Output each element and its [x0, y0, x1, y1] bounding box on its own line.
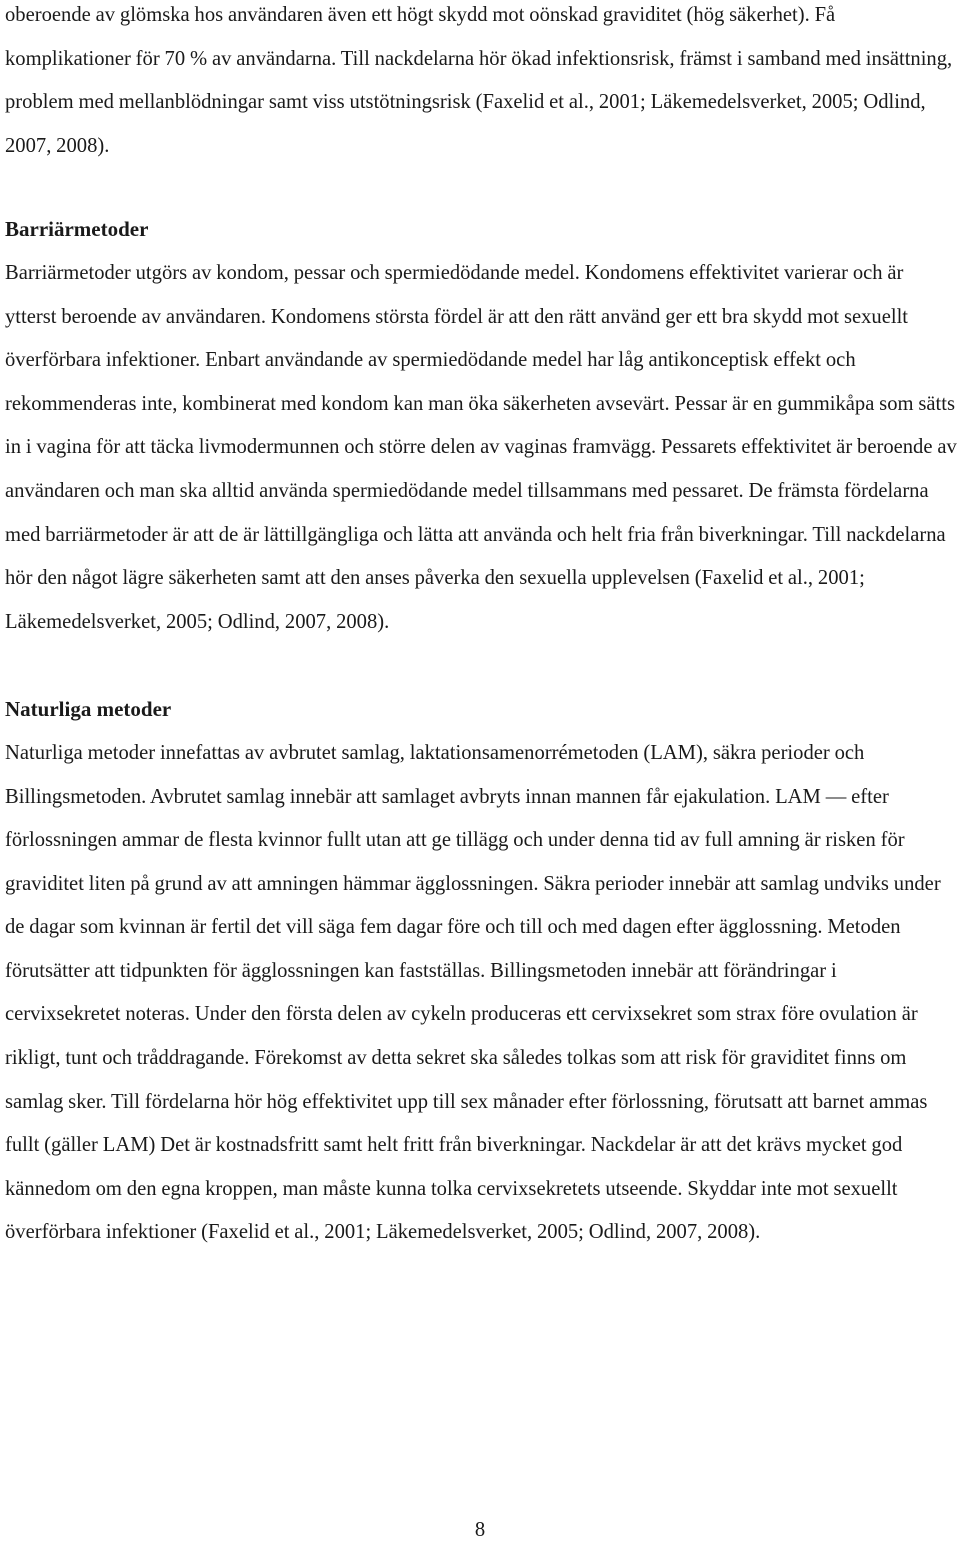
section-spacer [5, 644, 957, 688]
section-heading-barrier-methods: Barriärmetoder [5, 217, 149, 242]
intro-paragraph: oberoende av glömska hos användaren även ett högt skydd mot oönskad graviditet (hög säkerhet). Få komplikationer för 70 % av användarna. Till nackdelarna hör ökad infektionsrisk, främst i samband med insättning, problem med mellanblödningar samt viss utstötningsrisk (Faxelid et al., 2001; Läkemedelsverket, 2005; Odlind, 2007, 2008). [5, 4, 953, 157]
barrier-methods-paragraph: Barriärmetoder utgörs av kondom, pessar och spermiedödande medel. Kondomens effektivitet varierar och är ytterst beroende av användaren. Kondomens största fördel är att den rätt använd ger ett bra skydd mot sexuellt överförbara infektioner. Enbart användande av spermiedödande medel har låg antikonceptisk effekt och rekommenderas inte, kombinerat med kondom kan man öka säkerheten avsevärt. Pessar är en gummikåpa som sätts in i vagina för att täcka livmodermunnen och större delen av vaginas framvägg. Pessarets effektivitet är beroende av användaren och man ska alltid använda spermiedödande medel tillsammans med pessaret. De främsta fördelarna med barriärmetoder är att de är lättillgängliga och lätta att använda och helt fria från biverkningar. Till nackdelarna hör den något lägre säkerheten samt att den anses påverka den sexuella upplevelsen (Faxelid et al., 2001; Läkemedelsverket, 2005; Odlind, 2007, 2008). [5, 261, 957, 633]
document-page [5, 0, 957, 1255]
natural-methods-paragraph: Naturliga metoder innefattas av avbrutet samlag, laktationsamenorrémetoden (LAM), säkra perioder och Billingsmetoden. Avbrutet samlag innebär att samlaget avbryts innan mannen får ejakulation. LAM — efter förlossningen ammar de flesta kvinnor fullt utan att ge tillägg och under denna tid av full amning är risken för graviditet liten på grund av att amningen hämmar ägglossningen. Säkra perioder innebär att samlag undviks under de dagar som kvinnan är fertil det vill säga fem dagar före och till och med dagen efter ägglossning. Metoden förutsätter att tidpunkten för ägglossningen kan fastställas. Billingsmetoden innebär att förändringar i cervixsekretet noteras. Under den första delen av cykeln produceras ett cervixsekret som strax före ovulation är rikligt, tunt och tråddragande. Förekomst av detta sekret ska således tolkas som att risk för graviditet finns om samlag sker. Till fördelarna hör hög effektivitet upp till sex månader efter förlossning, förutsatt att barnet ammas fullt (gäller LAM) Det är kostnadsfritt samt helt fritt från biverkningar. Nackdelar är att det krävs mycket god kännedom om den egna kroppen, man måste kunna tolka cervixsekretets utseende. Skyddar inte mot sexuellt överförbara infektioner (Faxelid et al., 2001; Läkemedelsverket, 2005; Odlind, 2007, 2008). [5, 741, 941, 1244]
section-heading-natural-methods: Naturliga metoder [5, 697, 172, 722]
section-spacer [5, 168, 957, 208]
page-number: 8 [474, 1519, 486, 1541]
